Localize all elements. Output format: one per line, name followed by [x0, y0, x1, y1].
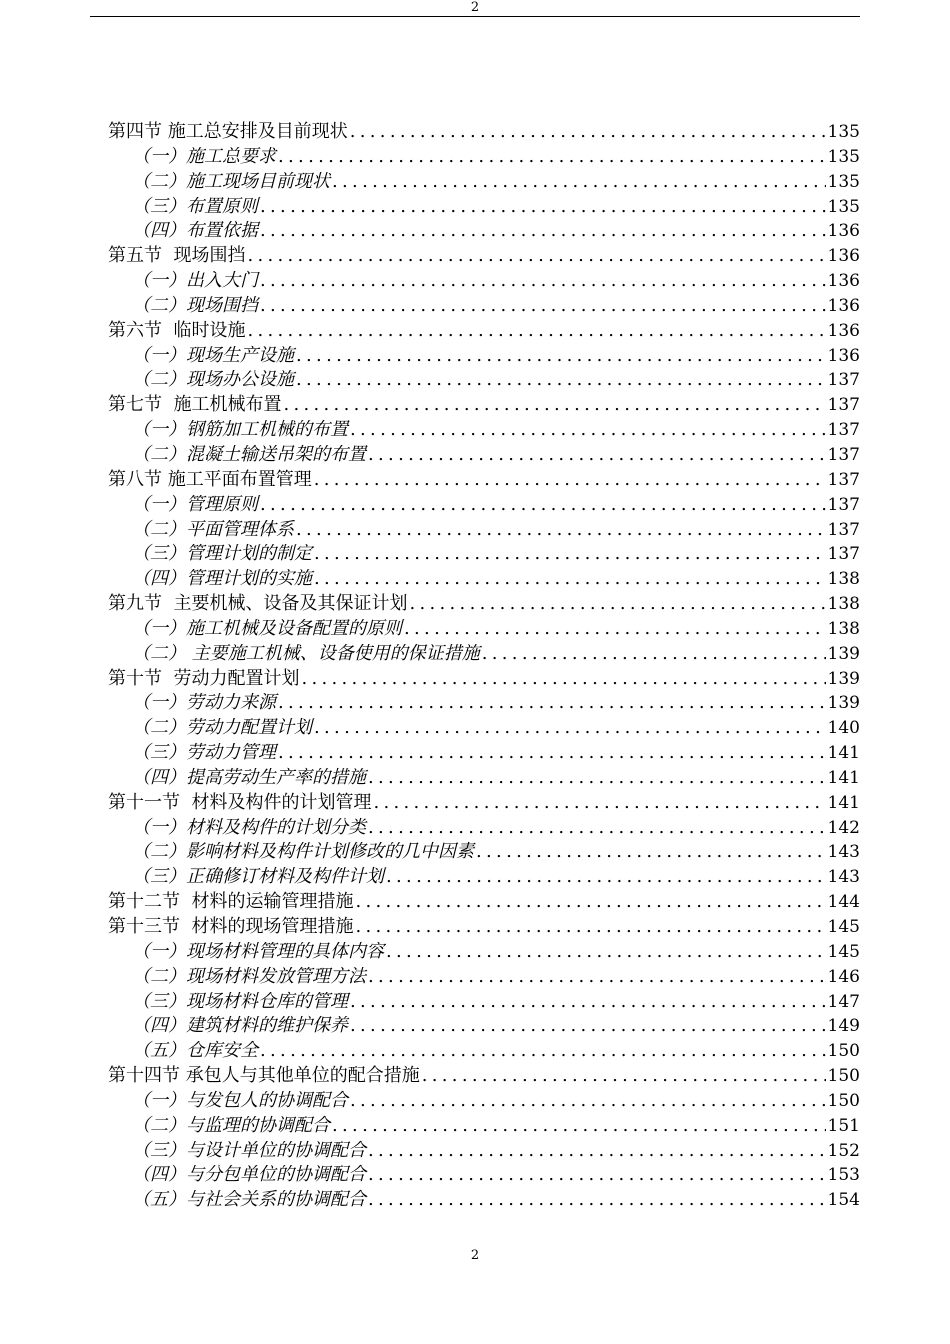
toc-entry-page: 137 [827, 544, 860, 565]
toc-entry-title: （二）现场办公设施 [132, 369, 294, 391]
toc-section-entry[interactable] [108, 890, 860, 915]
toc-dot-leader [373, 791, 825, 816]
toc-entry-page: 145 [827, 917, 860, 937]
toc-entry-page: 135 [827, 196, 860, 217]
toc-entry-title: 第六节 临时设施 [108, 319, 246, 341]
toc-subsection-entry[interactable] [108, 1188, 860, 1213]
toc-subsection-entry[interactable] [108, 741, 860, 766]
toc-dot-leader [368, 816, 826, 841]
toc-section-entry[interactable] [108, 667, 860, 692]
toc-dot-leader [350, 418, 826, 443]
toc-entry-title: （四）布置依据 [132, 220, 258, 242]
toc-subsection-entry[interactable] [108, 691, 860, 716]
toc-subsection-entry[interactable] [108, 368, 860, 393]
toc-entry-title: （二）平面管理体系 [132, 518, 294, 540]
toc-subsection-entry[interactable] [108, 716, 860, 741]
toc-dot-leader [350, 990, 826, 1015]
toc-entry-title: （二） 主要施工机械、设备使用的保证措施 [132, 642, 480, 664]
toc-subsection-entry[interactable] [108, 642, 860, 667]
toc-entry-title: （三）布置原则 [132, 195, 258, 217]
toc-section-entry[interactable] [108, 592, 860, 617]
toc-entry-page: 136 [827, 246, 860, 267]
toc-entry-title: （二）施工现场目前现状 [132, 170, 330, 192]
toc-entry-title: （二）混凝土输送吊架的布置 [132, 443, 366, 465]
toc-subsection-entry[interactable] [108, 1039, 860, 1064]
toc-entry-page: 136 [827, 271, 860, 292]
toc-entry-title: 第十节 劳动力配置计划 [108, 667, 300, 689]
toc-entry-page: 135 [827, 122, 860, 142]
toc-entry-page: 140 [827, 718, 860, 739]
toc-dot-leader [368, 766, 826, 791]
toc-entry-title: 第四节 施工总安排及目前现状 [108, 121, 348, 142]
toc-entry-page: 137 [827, 395, 860, 416]
toc-dot-leader [260, 219, 826, 244]
toc-entry-title: （二）劳动力配置计划 [132, 717, 312, 739]
toc-subsection-entry[interactable] [108, 567, 860, 592]
toc-entry-title: （一）钢筋加工机械的布置 [132, 419, 348, 441]
toc-subsection-entry[interactable] [108, 1014, 860, 1039]
toc-dot-leader [314, 468, 826, 493]
toc-subsection-entry[interactable] [108, 1163, 860, 1188]
header-rule [90, 16, 860, 17]
toc-dot-leader [482, 642, 826, 667]
toc-entry-title: （一）现场材料管理的具体内容 [132, 940, 384, 962]
toc-entry-page: 137 [827, 469, 860, 490]
toc-dot-leader [247, 319, 825, 344]
toc-subsection-entry[interactable] [108, 294, 860, 319]
toc-entry-page: 137 [827, 370, 860, 391]
toc-dot-leader [368, 1163, 826, 1188]
toc-entry-page: 152 [827, 1140, 860, 1161]
toc-subsection-entry[interactable] [108, 170, 860, 195]
toc-dot-leader [386, 865, 826, 890]
toc-dot-leader [301, 667, 825, 692]
toc-entry-title: （一）现场生产设施 [132, 344, 294, 366]
toc-subsection-entry[interactable] [108, 1114, 860, 1139]
toc-subsection-entry[interactable] [108, 840, 860, 865]
toc-dot-leader [296, 344, 826, 369]
toc-entry-title: （三）管理计划的制定 [132, 543, 312, 565]
toc-subsection-entry[interactable] [108, 617, 860, 642]
toc-dot-leader [260, 294, 826, 319]
toc-dot-leader [355, 915, 825, 940]
toc-entry-page: 137 [827, 519, 860, 540]
toc-entry-title: （三）正确修订材料及构件计划 [132, 866, 384, 888]
toc-entry-title: （五）与社会关系的协调配合 [132, 1189, 366, 1211]
toc-entry-page: 137 [827, 444, 860, 465]
toc-subsection-entry[interactable] [108, 219, 860, 244]
toc-entry-page: 136 [827, 320, 860, 341]
toc-subsection-entry[interactable] [108, 940, 860, 965]
toc-section-entry[interactable] [108, 393, 860, 418]
toc-section-entry[interactable] [108, 319, 860, 344]
toc-dot-leader [296, 368, 826, 393]
toc-dot-leader [260, 493, 826, 518]
toc-dot-leader [332, 1114, 826, 1139]
toc-dot-leader [409, 592, 825, 617]
toc-subsection-entry[interactable] [108, 865, 860, 890]
toc-entry-page: 149 [827, 1016, 860, 1037]
toc-dot-leader [404, 617, 826, 642]
toc-subsection-entry[interactable] [108, 418, 860, 443]
toc-entry-title: 第八节 施工平面布置管理 [108, 468, 312, 490]
toc-dot-leader [355, 890, 825, 915]
toc-subsection-entry[interactable] [108, 766, 860, 791]
toc-entry-title: 第五节 现场围挡 [108, 245, 246, 267]
toc-subsection-entry[interactable] [108, 443, 860, 468]
toc-subsection-entry[interactable] [108, 816, 860, 841]
toc-subsection-entry[interactable] [108, 344, 860, 369]
toc-entry-page: 136 [827, 345, 860, 366]
toc-subsection-entry[interactable] [108, 990, 860, 1015]
toc-entry-title: （一）材料及构件的计划分类 [132, 816, 366, 838]
table-of-contents [108, 120, 860, 1213]
toc-entry-title: （四）管理计划的实施 [132, 568, 312, 590]
toc-dot-leader [314, 567, 826, 592]
toc-section-entry[interactable] [108, 791, 860, 816]
toc-dot-leader [332, 170, 826, 195]
toc-dot-leader [260, 195, 826, 220]
toc-dot-leader [350, 1014, 826, 1039]
toc-entry-page: 139 [827, 643, 860, 664]
toc-dot-leader [476, 840, 826, 865]
toc-entry-title: （一）管理原则 [132, 493, 258, 515]
toc-section-entry[interactable] [108, 468, 860, 493]
toc-entry-page: 143 [827, 842, 860, 863]
toc-subsection-entry[interactable] [108, 493, 860, 518]
toc-entry-page: 139 [827, 693, 860, 714]
toc-entry-page: 141 [827, 743, 860, 764]
toc-dot-leader [283, 393, 825, 418]
toc-entry-title: 第七节 施工机械布置 [108, 394, 282, 416]
toc-subsection-entry[interactable] [108, 1139, 860, 1164]
toc-subsection-entry[interactable] [108, 269, 860, 294]
toc-subsection-entry[interactable] [108, 518, 860, 543]
toc-entry-title: （一）与发包人的协调配合 [132, 1089, 348, 1111]
toc-entry-title: （二）与监理的协调配合 [132, 1114, 330, 1136]
toc-entry-page: 136 [827, 221, 860, 242]
toc-entry-page: 135 [827, 171, 860, 192]
toc-entry-page: 146 [827, 966, 860, 987]
toc-entry-title: 第十四节 承包人与其他单位的配合措施 [108, 1065, 420, 1087]
toc-entry-title: （一）施工机械及设备配置的原则 [132, 617, 402, 639]
footer-page-number: 2 [470, 1248, 480, 1263]
toc-entry-page: 141 [827, 767, 860, 788]
toc-section-entry[interactable] [108, 120, 860, 145]
toc-dot-leader [350, 1089, 826, 1114]
toc-dot-leader [278, 741, 826, 766]
toc-entry-title: （二）现场材料发放管理方法 [132, 965, 366, 987]
toc-dot-leader [350, 120, 826, 145]
toc-entry-page: 150 [827, 1066, 860, 1087]
toc-entry-title: 第九节 主要机械、设备及其保证计划 [108, 593, 408, 615]
toc-dot-leader [247, 244, 825, 269]
toc-entry-page: 144 [827, 892, 860, 913]
toc-dot-leader [422, 1064, 826, 1089]
toc-subsection-entry[interactable] [108, 145, 860, 170]
toc-entry-title: （四）与分包单位的协调配合 [132, 1164, 366, 1186]
toc-entry-page: 136 [827, 295, 860, 316]
toc-section-entry[interactable] [108, 1064, 860, 1089]
toc-entry-title: 第十二节 材料的运输管理措施 [108, 891, 354, 913]
toc-dot-leader [278, 691, 826, 716]
toc-entry-page: 135 [827, 146, 860, 167]
toc-entry-title: （三）现场材料仓库的管理 [132, 990, 348, 1012]
toc-entry-page: 137 [827, 420, 860, 441]
toc-entry-title: （四）提高劳动生产率的措施 [132, 766, 366, 788]
toc-entry-title: （四）建筑材料的维护保养 [132, 1015, 348, 1037]
toc-dot-leader [386, 940, 826, 965]
toc-entry-title: 第十三节 材料的现场管理措施 [108, 916, 354, 937]
toc-entry-page: 151 [827, 1115, 860, 1136]
toc-entry-title: 第十一节 材料及构件的计划管理 [108, 791, 372, 813]
toc-entry-title: （一）劳动力来源 [132, 692, 276, 714]
toc-entry-page: 153 [827, 1165, 860, 1186]
toc-entry-title: （二）影响材料及构件计划修改的几中因素 [132, 841, 474, 863]
toc-entry-page: 143 [827, 867, 860, 888]
toc-section-entry[interactable] [108, 915, 860, 940]
toc-dot-leader [368, 1139, 826, 1164]
toc-entry-page: 138 [827, 569, 860, 590]
toc-entry-page: 154 [827, 1190, 860, 1211]
toc-dot-leader [260, 1039, 826, 1064]
toc-subsection-entry[interactable] [108, 195, 860, 220]
toc-entry-page: 145 [827, 941, 860, 962]
toc-entry-page: 142 [827, 817, 860, 838]
toc-entry-title: （三）与设计单位的协调配合 [132, 1139, 366, 1161]
toc-entry-page: 150 [827, 1090, 860, 1111]
toc-entry-page: 138 [827, 618, 860, 639]
toc-dot-leader [260, 269, 826, 294]
toc-subsection-entry[interactable] [108, 1089, 860, 1114]
toc-entry-title: （一）出入大门 [132, 270, 258, 292]
toc-entry-page: 138 [827, 594, 860, 615]
toc-entry-title: （二）现场围挡 [132, 294, 258, 316]
toc-dot-leader [314, 542, 826, 567]
toc-entry-title: （三）劳动力管理 [132, 742, 276, 764]
toc-entry-page: 150 [827, 1041, 860, 1062]
toc-dot-leader [368, 965, 826, 990]
toc-dot-leader [314, 716, 826, 741]
toc-dot-leader [368, 443, 826, 468]
toc-subsection-entry[interactable] [108, 965, 860, 990]
toc-section-entry[interactable] [108, 244, 860, 269]
toc-entry-title: （五）仓库安全 [132, 1040, 258, 1062]
toc-entry-title: （一）施工总要求 [132, 145, 276, 167]
toc-entry-page: 147 [827, 991, 860, 1012]
toc-dot-leader [278, 145, 826, 170]
toc-entry-page: 141 [827, 792, 860, 813]
toc-subsection-entry[interactable] [108, 542, 860, 567]
toc-entry-page: 137 [827, 494, 860, 515]
header-page-number: 2 [470, 0, 480, 15]
toc-dot-leader [368, 1188, 826, 1213]
toc-entry-page: 139 [827, 668, 860, 689]
toc-dot-leader [296, 518, 826, 543]
